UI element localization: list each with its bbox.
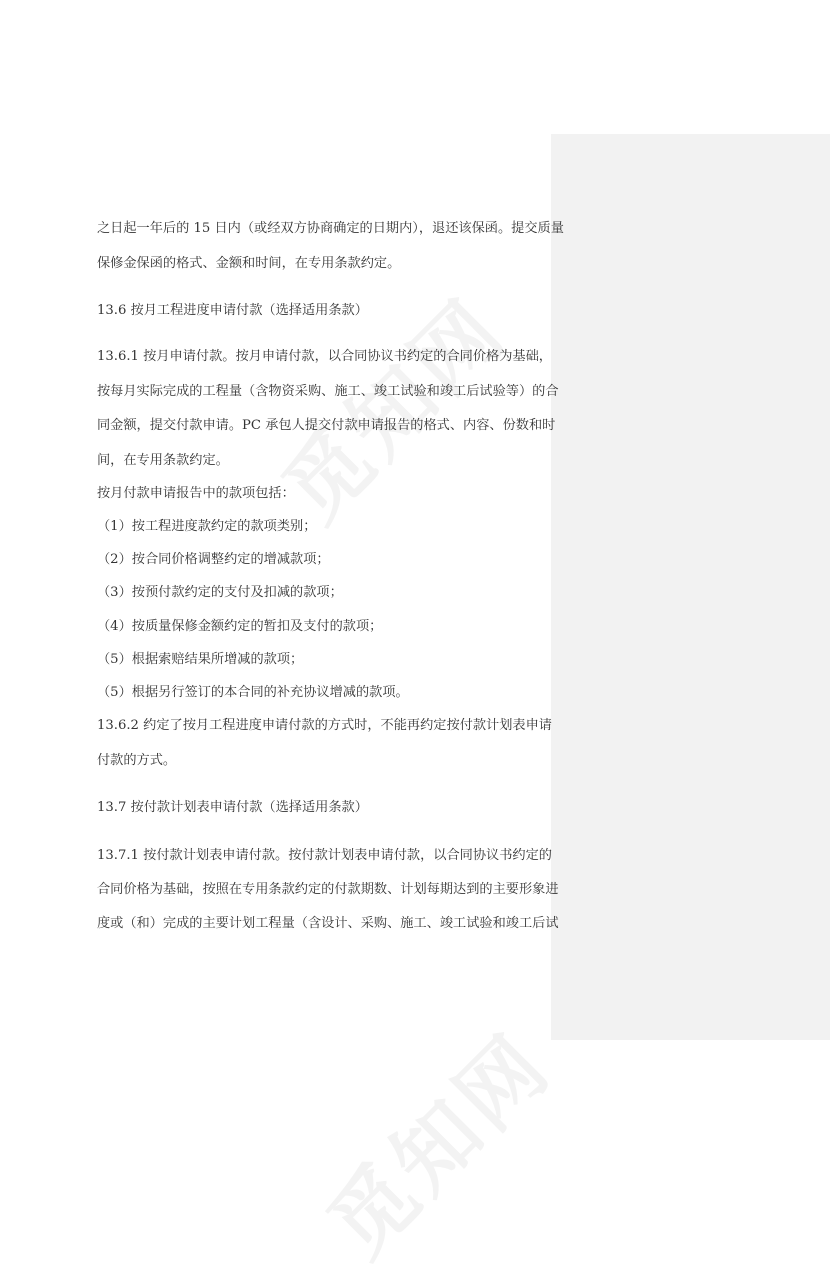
section-heading: 13.6 按月工程进度申请付款（选择适用条款）	[97, 303, 368, 318]
paragraph-line: 之日起一年后的 15 日内（或经双方协商确定的日期内），退还该保函。提交质量	[97, 221, 564, 236]
clause-line: 按每月实际完成的工程量（含物资采购、施工、竣工试验和竣工后试验等）的合	[97, 384, 559, 399]
paragraph-line: 按月付款申请报告中的款项包括：	[97, 486, 295, 501]
list-item: （5）根据另行签订的本合同的补充协议增减的款项。	[97, 685, 409, 700]
list-item: （5）根据索赔结果所增减的款项；	[97, 652, 304, 667]
clause-line: 付款的方式。	[97, 753, 177, 768]
clause-line: 度或（和）完成的主要计划工程量（含设计、采购、施工、竣工试验和竣工后试	[97, 916, 559, 931]
comment-margin-panel	[551, 134, 830, 1040]
list-item: （4）按质量保修金额约定的暂扣及支付的款项；	[97, 619, 383, 634]
paragraph-line: 保修金保函的格式、金额和时间，在专用条款约定。	[97, 256, 401, 271]
clause-line: 13.7.1 按付款计划表申请付款。按付款计划表申请付款，以合同协议书约定的	[97, 848, 552, 863]
watermark	[297, 1002, 573, 1278]
clause-line: 合同价格为基础，按照在专用条款约定的付款期数、计划每期达到的主要形象进	[97, 882, 559, 897]
clause-line: 间，在专用条款约定。	[97, 453, 229, 468]
list-item: （2）按合同价格调整约定的增减款项；	[97, 552, 330, 567]
list-item: （1）按工程进度款约定的款项类别；	[97, 519, 317, 534]
section-heading: 13.7 按付款计划表申请付款（选择适用条款）	[97, 800, 368, 815]
clause-line: 同金额，提交付款申请。PC 承包人提交付款申请报告的格式、内容、份数和时	[97, 418, 556, 433]
clause-line: 13.6.1 按月申请付款。按月申请付款，以合同协议书约定的合同价格为基础，	[97, 349, 552, 364]
clause-line: 13.6.2 约定了按月工程进度申请付款的方式时，不能再约定按付款计划表申请	[97, 718, 552, 733]
list-item: （3）按预付款约定的支付及扣减的款项；	[97, 585, 343, 600]
